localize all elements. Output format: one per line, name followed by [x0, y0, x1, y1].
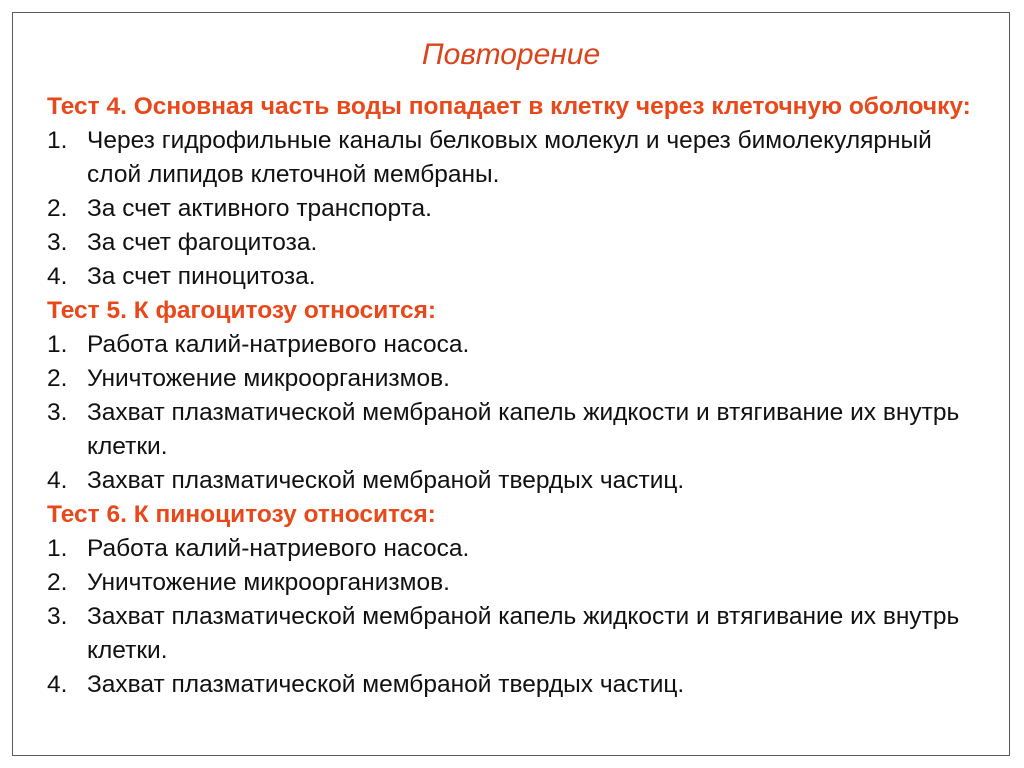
- option-text: Работа калий-натриевого насоса.: [87, 535, 470, 562]
- option-number: 2.: [47, 365, 68, 392]
- option-text: Работа калий-натриевого насоса.: [87, 331, 470, 358]
- test-6-option-2: [47, 566, 987, 600]
- test-4-option-4: [47, 260, 987, 294]
- test-5-option-1: [47, 328, 987, 362]
- option-text: Захват плазматической мембраной капель жидкости и втягивание их внутрь клетки.: [87, 603, 960, 664]
- option-text: За счет фагоцитоза.: [87, 229, 318, 256]
- option-number: 1.: [47, 127, 68, 154]
- option-text: Захват плазматической мембраной твердых частиц.: [87, 467, 685, 494]
- option-number: 4.: [47, 467, 68, 494]
- option-text: Захват плазматической мембраной твердых частиц.: [87, 671, 685, 698]
- test-5-option-3: [47, 396, 987, 464]
- option-number: 3.: [47, 229, 68, 256]
- option-number: 2.: [47, 569, 68, 596]
- option-number: 1.: [47, 331, 68, 358]
- option-text: За счет пиноцитоза.: [87, 263, 316, 290]
- test-4-option-2: [47, 192, 987, 226]
- test-6-option-4: [47, 668, 987, 702]
- option-number: 3.: [47, 603, 68, 630]
- option-number: 4.: [47, 671, 68, 698]
- slide-content: [47, 90, 987, 702]
- option-text: За счет активного транспорта.: [87, 195, 432, 222]
- test-4-option-3: [47, 226, 987, 260]
- test-4-option-1: [47, 124, 987, 192]
- slide: [12, 12, 1010, 756]
- option-text: Уничтожение микроорганизмов.: [87, 365, 450, 392]
- test-6-option-3: [47, 600, 987, 668]
- option-number: 1.: [47, 535, 68, 562]
- test-5-option-2: [47, 362, 987, 396]
- option-text: Уничтожение микроорганизмов.: [87, 569, 450, 596]
- test-6-heading: Тест 6. К пиноцитозу относится:: [47, 501, 436, 528]
- slide-title: Повторение: [421, 38, 601, 71]
- option-text: Через гидрофильные каналы белковых молекул и через бимолекулярный слой липидов клеточной мембраны.: [87, 127, 932, 188]
- option-text: Захват плазматической мембраной капель жидкости и втягивание их внутрь клетки.: [87, 399, 960, 460]
- test-4-heading: Тест 4. Основная часть воды попадает в клетку через клеточную оболочку:: [47, 93, 971, 120]
- test-5-option-4: [47, 464, 987, 498]
- test-5-heading: Тест 5. К фагоцитозу относится:: [47, 297, 437, 324]
- option-number: 3.: [47, 399, 68, 426]
- option-number: 4.: [47, 263, 68, 290]
- option-number: 2.: [47, 195, 68, 222]
- test-6-option-1: [47, 532, 987, 566]
